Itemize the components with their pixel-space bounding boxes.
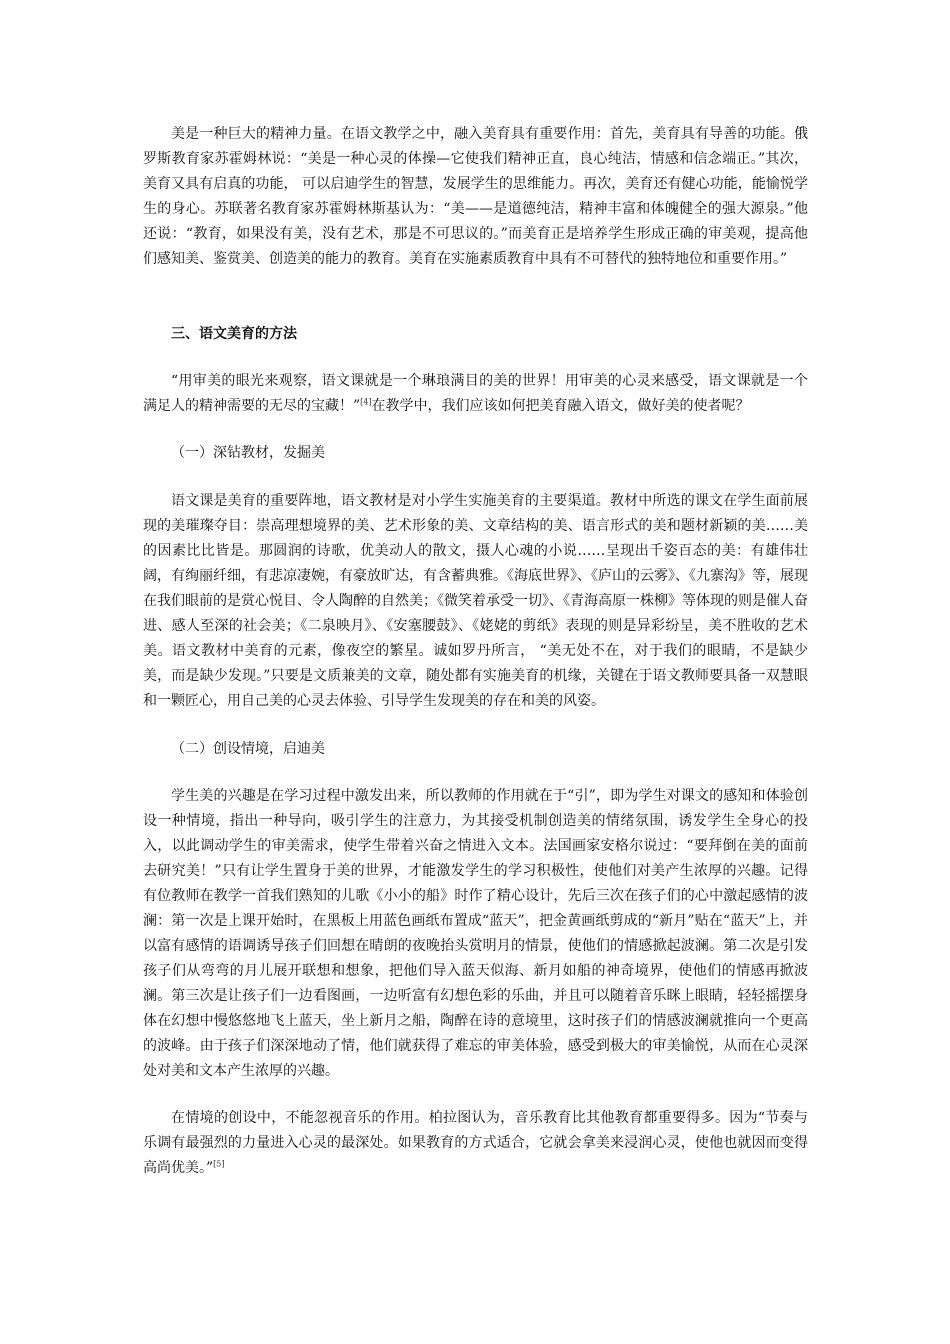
paragraph-situation <box>143 784 808 1084</box>
paragraph-quote <box>143 369 808 419</box>
paragraph-text: 语文课是美育的重要阵地，语文教材是对小学生实施美育的主要渠道。教材中所选的课文在学生面前展现的美璀璨夺目：崇高理想境界的美、艺术形象的美、文章结构的美、语言形式的美和题材新颖的美……美的因素比比皆是。那圆润的诗歌，优美动人的散文，摄人心魂的小说……呈现出千姿百态的美：有雄伟壮阔，有绚丽纤细，有悲凉凄婉，有豪放旷达，有含蓄典雅。《海底世界》、《庐山的云雾》、《九寨沟》等，展现在我们眼前的是赏心悦目、令人陶醉的自然美；《微笑着承受一切》、《青海高原一株柳》等体现的则是催人奋进、感人至深的社会美；《二泉映月》、《安塞腰鼓》、《姥姥的剪纸》表现的则是异彩纷呈，美不胜收的艺术美。语文教材中美育的元素，像夜空的繁星。诚如罗丹所言， “美无处不在，对于我们的眼睛，不是缺少美，而是缺少发现。”只要是文质兼美的文章，随处都有实施美育的机缘，关键在于语文教师要具备一双慧眼和一颗匠心，用自己美的心灵去体验、引导学生发现美的存在和美的风姿。 <box>143 493 808 709</box>
section-heading: 三、语文美育的方法 <box>171 326 297 342</box>
paragraph-text <box>143 1106 808 1181</box>
citation-ref: [4] <box>360 397 372 407</box>
paragraph-text: 学生美的兴趣是在学习过程中激发出来，所以教师的作用就在于“引”，即为学生对课文的感知和体验创设一种情境，指出一种导向，吸引学生的注意力，为其接受机制创造美的情绪氛围，诱发学生全身心的投入，以此调动学生的审美需求，使学生带着兴奋之情进入文本。法国画家安格尔说过：“要拜倒在美的面前去研究美！”只有让学生置身于美的世界，才能激发学生的学习积极性，使他们对美产生浓厚的兴趣。记得有位教师在教学一首我们熟知的儿歌《小小的船》时作了精心设计，先后三次在孩子们的心中激起感情的波澜：第一次是上课开始时，在黑板上用蓝色画纸布置成“蓝天”，把金黄画纸剪成的“新月”贴在“蓝天”上，并以富有感情的语调诱导孩子们回想在晴朗的夜晚抬头赏明月的情景，使他们的情感掀起波澜。第二次是引发孩子们从弯弯的月儿展开联想和想象，把他们导入蓝天似海、新月如船的神奇境界，使他们的情感再掀波澜。第三次是让孩子们一边看图画，一边听富有幻想色彩的乐曲，并且可以随着音乐眯上眼睛，轻轻摇摆身体在幻想中慢悠悠地飞上蓝天，坐上新月之船，陶醉在诗的意境里，这时孩子们的情感波澜就推向一个更高的波峰。由于孩子们深深地动了情，他们就获得了难忘的审美体验，感受到极大的审美愉悦，从而在心灵深处对美和文本产生浓厚的兴趣。 <box>143 788 808 1079</box>
subheading-1: （一）深钻教材，发掘美 <box>171 445 325 461</box>
paragraph-text <box>143 369 808 419</box>
paragraph-tail: 在教学中，我们应该如何把美育融入语文，做好美的使者呢？ <box>371 398 750 414</box>
paragraph-aesthetic-power <box>143 122 808 272</box>
quote-text: “用审美的眼光来观察，语文课就是一个琳琅满目的美的世界！用审美的心灵来感受，语文课就是一个满足人的精神需要的无尽的宝藏！” <box>143 373 808 414</box>
paragraph-music <box>143 1106 808 1181</box>
paragraph-textbook <box>143 489 808 714</box>
paragraph-text: 美是一种巨大的精神力量。在语文教学之中，融入美育具有重要作用：首先，美育具有导善的功能。俄罗斯教育家苏霍姆林说：“美是一种心灵的体操—它使我们精神正直，良心纯洁，情感和信念端正。”其次，美育又具有启真的功能， 可以启迪学生的智慧，发展学生的思维能力。再次，美育还有健心功能，能愉悦学生的身心。苏联著名教育家苏霍姆林斯基认为：“美——是道德纯洁，精神丰富和体魄健全的强大源泉。”他还说：“教育，如果没有美，没有艺术，那是不可思议的。”而美育正是培养学生形成正确的审美观，提高他们感知美、鉴赏美、创造美的能力的教育。美育在实施素质教育中具有不可替代的独特地位和重要作用。” <box>143 126 808 267</box>
citation-ref: [5] <box>213 1159 225 1169</box>
music-text: 在情境的创设中，不能忽视音乐的作用。柏拉图认为，音乐教育比其他教育都重要得多。因为“节奏与乐调有最强烈的力量进入心灵的最深处。如果教育的方式适合，它就会拿美来浸润心灵，使他也就因而变得高尚优美。” <box>143 1110 808 1176</box>
subheading-2: （二）创设情境，启迪美 <box>171 741 325 757</box>
